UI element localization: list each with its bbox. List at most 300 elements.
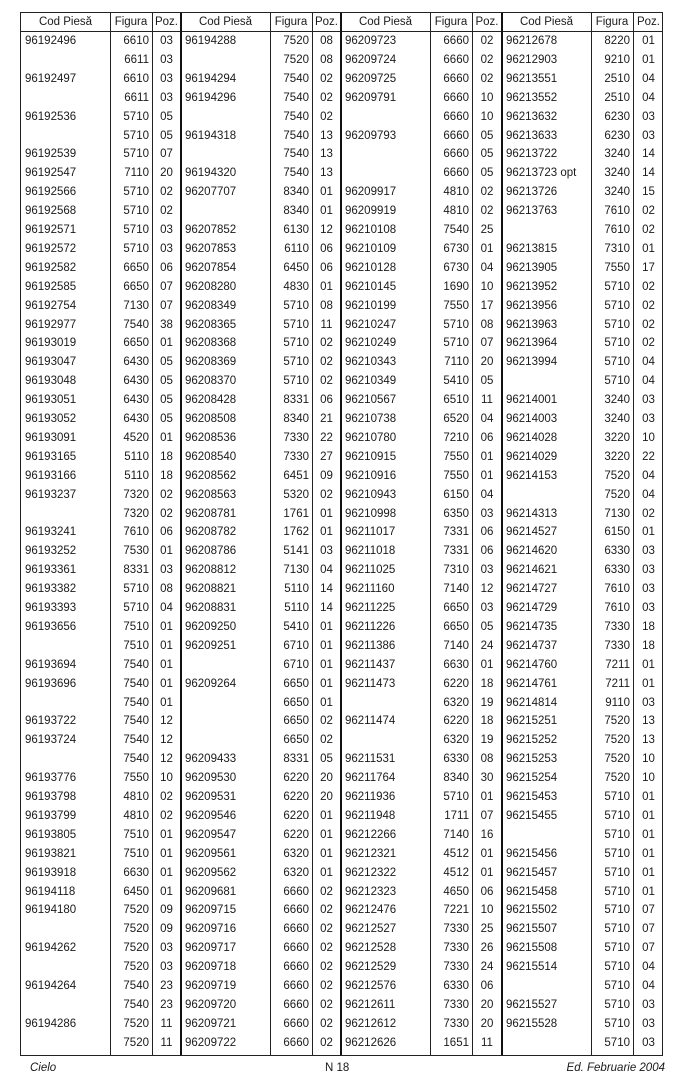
part-code: 96215514 — [506, 961, 558, 974]
position-number: 12 — [320, 224, 333, 236]
position-number: 01 — [642, 847, 655, 860]
header-code: Cod Piesă — [519, 16, 574, 28]
figure-number: 7331 — [443, 526, 469, 539]
position-number: 10 — [480, 91, 494, 104]
figure-number: 1690 — [443, 280, 469, 293]
part-code: 96192496 — [25, 35, 77, 47]
header-position: Poz. — [314, 16, 338, 28]
figure-number: 8340 — [283, 205, 309, 218]
position-number: 10 — [642, 772, 655, 785]
position-number: 10 — [480, 110, 494, 123]
part-code: 96208563 — [185, 488, 237, 501]
figure-number: 6220 — [443, 715, 469, 728]
figure-number: 7540 — [123, 677, 149, 690]
position-number: 05 — [480, 167, 494, 180]
part-code: 96210349 — [345, 375, 397, 388]
figure-number: 7520 — [604, 734, 630, 747]
position-number: 01 — [480, 469, 494, 482]
figure-number: 7610 — [604, 224, 630, 236]
header-position: Poz. — [154, 16, 178, 28]
part-code: 96208786 — [185, 545, 237, 558]
position-number: 02 — [480, 35, 494, 47]
part-code: 96208821 — [185, 583, 237, 596]
part-code — [341, 108, 430, 126]
part-code: 96212527 — [345, 923, 397, 936]
position-number: 03 — [160, 72, 173, 85]
figure-number: 5710 — [604, 356, 630, 369]
figure-number: 5710 — [604, 299, 630, 312]
part-code: 96192572 — [25, 242, 77, 255]
part-code: 96193393 — [25, 602, 77, 614]
position-number: 03 — [160, 35, 173, 47]
part-code — [181, 731, 270, 749]
figure-number: 6110 — [284, 242, 309, 255]
position-number: 01 — [642, 885, 655, 898]
part-code: 96192582 — [25, 261, 77, 274]
position-number: 06 — [320, 394, 333, 407]
part-code: 96214001 — [506, 394, 558, 407]
part-code: 96193799 — [25, 809, 77, 822]
figure-number: 6660 — [283, 961, 309, 974]
position-number: 16 — [480, 828, 494, 841]
position-number: 26 — [480, 942, 494, 955]
figure-number: 7550 — [604, 261, 630, 274]
part-code: 96211474 — [345, 715, 396, 728]
figure-number: 7110 — [124, 167, 149, 180]
position-number: 30 — [480, 772, 494, 785]
part-code: 96207707 — [185, 186, 237, 199]
position-number: 11 — [481, 394, 493, 407]
position-number: 01 — [320, 866, 333, 879]
figure-number: 4810 — [443, 186, 469, 199]
header-figure: Figura — [434, 16, 468, 28]
position-number: 02 — [642, 318, 655, 331]
part-code: 96214737 — [506, 639, 558, 652]
position-number: 12 — [160, 753, 173, 766]
part-code: 96211936 — [345, 791, 396, 803]
position-number: 01 — [160, 828, 173, 841]
position-number: 20 — [480, 998, 494, 1011]
figure-number: 7130 — [283, 564, 309, 577]
figure-number: 5110 — [124, 450, 149, 463]
part-code: 96209715 — [185, 904, 237, 917]
part-code: 96210108 — [345, 224, 397, 236]
position-number: 03 — [160, 961, 173, 974]
part-code: 96209562 — [185, 866, 237, 879]
figure-number: 5710 — [604, 885, 630, 898]
part-code: 96213723 opt — [506, 167, 577, 180]
position-number: 01 — [320, 186, 333, 199]
part-code: 96213763 — [506, 205, 558, 218]
position-number: 14 — [320, 602, 333, 614]
position-number: 02 — [320, 942, 333, 955]
position-number: 02 — [320, 980, 333, 992]
position-number: 10 — [642, 431, 655, 444]
part-code: 96215456 — [506, 847, 558, 860]
figure-number: 5710 — [604, 904, 630, 917]
position-number: 03 — [642, 998, 655, 1011]
part-code — [181, 712, 270, 730]
position-number: 13 — [320, 148, 333, 161]
figure-number: 9210 — [604, 53, 630, 66]
page-number: N 18 — [325, 1062, 350, 1074]
position-number: 03 — [642, 583, 655, 596]
position-number: 10 — [160, 772, 173, 785]
figure-number: 9110 — [605, 696, 630, 709]
figure-number: 7540 — [283, 148, 309, 161]
figure-number: 5710 — [443, 337, 469, 350]
position-number: 17 — [480, 299, 494, 312]
position-number: 19 — [480, 734, 494, 747]
part-code: 96211226 — [345, 620, 396, 633]
figure-number: 6660 — [283, 1017, 309, 1030]
part-code: 96209724 — [345, 53, 397, 66]
position-number: 20 — [480, 356, 494, 369]
position-number: 08 — [320, 299, 333, 312]
part-code: 96210128 — [345, 261, 397, 274]
position-number: 03 — [642, 696, 655, 709]
figure-number: 5710 — [604, 280, 630, 293]
figure-number: 4512 — [443, 866, 469, 879]
position-number: 04 — [642, 961, 655, 974]
position-number: 01 — [480, 847, 494, 860]
position-number: 08 — [480, 753, 494, 766]
header-code: Cod Piesă — [198, 16, 253, 28]
part-code: 96209251 — [185, 639, 237, 652]
figure-number: 6660 — [283, 998, 309, 1011]
position-number: 01 — [480, 866, 494, 879]
position-number: 04 — [160, 602, 173, 614]
figure-number: 5710 — [604, 961, 630, 974]
part-code: 96214527 — [506, 526, 558, 539]
figure-number: 7530 — [123, 545, 149, 558]
part-code: 96209718 — [185, 961, 237, 974]
position-number: 04 — [642, 72, 655, 85]
figure-number: 7540 — [123, 658, 149, 671]
position-number: 09 — [160, 904, 173, 917]
figure-number: 1762 — [283, 526, 309, 539]
figure-number: 5110 — [284, 583, 309, 596]
position-number: 01 — [480, 450, 494, 463]
position-number: 01 — [320, 809, 333, 822]
figure-number: 5710 — [604, 942, 630, 955]
figure-number: 6610 — [123, 72, 149, 85]
part-code: 96213726 — [506, 186, 558, 199]
position-number: 07 — [642, 904, 655, 917]
figure-number: 8340 — [283, 413, 309, 425]
position-number: 02 — [320, 715, 333, 728]
position-number: 04 — [642, 488, 655, 501]
position-number: 03 — [480, 602, 494, 614]
position-number: 04 — [480, 488, 494, 501]
figure-number: 6660 — [443, 148, 469, 161]
part-code: 96194318 — [185, 129, 237, 142]
position-number: 11 — [160, 1017, 173, 1030]
part-code: 96193019 — [25, 337, 77, 350]
part-code: 96214621 — [506, 564, 558, 577]
position-number: 11 — [320, 318, 333, 331]
position-number: 01 — [642, 809, 655, 822]
part-code: 96209561 — [185, 847, 237, 860]
figure-number: 6650 — [443, 602, 469, 614]
position-number: 02 — [320, 904, 333, 917]
position-number: 04 — [480, 261, 494, 274]
position-number: 08 — [160, 583, 173, 596]
part-code: 96214814 — [506, 696, 558, 709]
figure-number: 7540 — [283, 91, 309, 104]
part-code — [502, 486, 591, 504]
figure-number: 7320 — [123, 507, 149, 520]
figure-number: 6130 — [283, 224, 309, 236]
figure-number: 6650 — [283, 715, 309, 728]
figure-number: 7130 — [604, 507, 630, 520]
position-number: 18 — [480, 677, 494, 690]
part-code: 96210343 — [345, 356, 397, 369]
part-code — [181, 51, 270, 69]
part-code: 96193696 — [25, 677, 77, 690]
part-code — [341, 694, 430, 712]
part-code: 96209681 — [185, 885, 237, 898]
part-code: 96214729 — [506, 602, 558, 614]
figure-number: 7520 — [123, 961, 149, 974]
part-code: 96193237 — [25, 488, 77, 501]
part-code: 96208508 — [185, 413, 237, 425]
part-code: 96215502 — [506, 904, 558, 917]
position-number: 24 — [480, 639, 494, 652]
figure-number: 7540 — [123, 998, 149, 1011]
figure-number: 7140 — [443, 828, 469, 841]
position-number: 01 — [320, 620, 333, 633]
figure-number: 5710 — [123, 186, 149, 199]
part-code: 96193166 — [25, 469, 77, 482]
figure-number: 5710 — [604, 847, 630, 860]
figure-number: 6220 — [283, 828, 309, 841]
part-code: 96209546 — [185, 809, 237, 822]
part-code: 96214029 — [506, 450, 558, 463]
part-code: 96214761 — [506, 677, 558, 690]
part-code: 96212576 — [345, 980, 397, 992]
part-code: 96209264 — [185, 677, 237, 690]
position-number: 01 — [320, 639, 333, 652]
figure-number: 6430 — [123, 375, 149, 388]
part-code: 96209530 — [185, 772, 237, 785]
figure-number: 6430 — [123, 356, 149, 369]
position-number: 11 — [160, 1036, 173, 1049]
part-code: 96194296 — [185, 91, 237, 104]
position-number: 10 — [480, 280, 494, 293]
part-code: 96213815 — [506, 242, 558, 255]
position-number: 03 — [642, 1036, 655, 1049]
figure-number: 7540 — [123, 696, 149, 709]
position-number: 01 — [160, 337, 173, 350]
position-number: 22 — [320, 431, 333, 444]
figure-number: 7540 — [283, 129, 309, 142]
position-number: 01 — [642, 53, 655, 66]
figure-number: 7550 — [123, 772, 149, 785]
position-number: 05 — [160, 375, 173, 388]
figure-number: 7540 — [283, 167, 309, 180]
position-number: 08 — [480, 318, 494, 331]
figure-number: 7330 — [283, 450, 309, 463]
position-number: 03 — [642, 1017, 655, 1030]
position-number: 01 — [160, 431, 173, 444]
position-number: 01 — [642, 242, 655, 255]
figure-number: 6230 — [604, 129, 630, 142]
part-code: 96210998 — [345, 507, 397, 520]
part-code: 96210247 — [345, 318, 397, 331]
position-number: 04 — [320, 564, 333, 577]
position-number: 12 — [480, 583, 494, 596]
figure-number: 6610 — [123, 35, 149, 47]
figure-number: 6710 — [283, 639, 309, 652]
position-number: 01 — [642, 658, 655, 671]
figure-number: 7330 — [604, 639, 630, 652]
part-code: 96213964 — [506, 337, 558, 350]
part-code: 96208368 — [185, 337, 237, 350]
position-number: 20 — [320, 791, 333, 803]
position-number: 06 — [320, 242, 333, 255]
position-number: 18 — [642, 639, 655, 652]
figure-number: 7520 — [604, 488, 630, 501]
part-code — [502, 977, 591, 995]
position-number: 18 — [642, 620, 655, 633]
part-code: 96211764 — [345, 772, 396, 785]
part-code: 96194262 — [25, 942, 77, 955]
position-number: 07 — [480, 809, 494, 822]
part-code: 96211025 — [345, 564, 396, 577]
figure-number: 7331 — [443, 545, 469, 558]
part-code: 96193048 — [25, 375, 77, 388]
figure-number: 5710 — [604, 998, 630, 1011]
figure-number: 5320 — [283, 488, 309, 501]
part-code: 96208536 — [185, 431, 237, 444]
figure-number: 7510 — [123, 620, 149, 633]
position-number: 20 — [160, 167, 173, 180]
figure-number: 7540 — [283, 110, 309, 123]
position-number: 02 — [642, 507, 655, 520]
part-code: 96193805 — [25, 828, 77, 841]
position-number: 01 — [160, 885, 173, 898]
figure-number: 6320 — [443, 696, 469, 709]
figure-number: 6330 — [604, 564, 630, 577]
part-code: 96210780 — [345, 431, 397, 444]
figure-number: 6660 — [283, 923, 309, 936]
position-number: 02 — [642, 224, 655, 236]
position-number: 15 — [642, 186, 655, 199]
position-number: 12 — [160, 734, 173, 747]
figure-number: 6611 — [124, 91, 149, 104]
figure-number: 5710 — [604, 809, 630, 822]
figure-number: 6730 — [443, 261, 469, 274]
part-code: 96193051 — [25, 394, 77, 407]
position-number: 12 — [160, 715, 173, 728]
part-code: 96209919 — [345, 205, 397, 218]
part-code: 96215252 — [506, 734, 558, 747]
position-number: 05 — [480, 129, 494, 142]
part-code: 96210916 — [345, 469, 397, 482]
position-number: 01 — [642, 866, 655, 879]
part-code — [341, 731, 430, 749]
position-number: 03 — [160, 942, 173, 955]
part-code: 96208370 — [185, 375, 237, 388]
figure-number: 7540 — [123, 715, 149, 728]
part-code: 96213552 — [506, 91, 558, 104]
figure-number: 5710 — [123, 129, 149, 142]
figure-number: 6320 — [283, 847, 309, 860]
position-number: 02 — [160, 186, 173, 199]
position-number: 06 — [480, 526, 494, 539]
position-number: 19 — [480, 696, 494, 709]
position-number: 18 — [160, 469, 173, 482]
figure-number: 7211 — [605, 658, 630, 671]
figure-number: 1651 — [443, 1036, 469, 1049]
part-code: 96208369 — [185, 356, 237, 369]
part-code: 96211160 — [345, 583, 395, 596]
position-number: 01 — [320, 205, 333, 218]
position-number: 13 — [320, 129, 333, 142]
position-number: 11 — [481, 1036, 493, 1049]
part-code — [21, 51, 110, 69]
part-code: 96210109 — [345, 242, 397, 255]
part-code: 96213551 — [506, 72, 558, 85]
figure-number: 4810 — [123, 791, 149, 803]
figure-number: 6660 — [283, 1036, 309, 1049]
position-number: 05 — [160, 413, 173, 425]
figure-number: 6230 — [604, 110, 630, 123]
position-number: 06 — [480, 545, 494, 558]
part-code: 96210943 — [345, 488, 397, 501]
header-figure: Figura — [595, 16, 629, 28]
figure-number: 5710 — [604, 866, 630, 879]
position-number: 06 — [480, 980, 494, 992]
part-code: 96214760 — [506, 658, 558, 671]
figure-number: 7330 — [443, 998, 469, 1011]
position-number: 07 — [160, 299, 173, 312]
figure-number: 4830 — [283, 280, 309, 293]
position-number: 01 — [642, 828, 655, 841]
header-code: Cod Piesă — [38, 16, 93, 28]
figure-number: 6220 — [283, 809, 309, 822]
position-number: 02 — [320, 1017, 333, 1030]
figure-number: 7540 — [283, 72, 309, 85]
part-code: 96213633 — [506, 129, 558, 142]
figure-number: 3220 — [604, 431, 630, 444]
figure-number: 7330 — [283, 431, 309, 444]
position-number: 02 — [320, 488, 333, 501]
part-code — [21, 127, 110, 145]
position-number: 09 — [160, 923, 173, 936]
position-number: 02 — [642, 280, 655, 293]
part-code: 96193656 — [25, 620, 77, 633]
position-number: 03 — [642, 129, 655, 142]
footer-edition: Ed. Februarie 2004 — [566, 1062, 665, 1074]
part-code: 96208812 — [185, 564, 237, 577]
figure-number: 6320 — [443, 734, 469, 747]
position-number: 07 — [160, 280, 173, 293]
part-code: 96214727 — [506, 583, 558, 596]
part-code: 96209531 — [185, 791, 237, 803]
position-number: 02 — [480, 72, 494, 85]
part-code: 96211531 — [345, 753, 396, 766]
part-code: 96209793 — [345, 129, 397, 142]
position-number: 03 — [160, 564, 173, 577]
figure-number: 5710 — [123, 148, 149, 161]
part-code: 96215253 — [506, 753, 558, 766]
position-number: 01 — [320, 280, 333, 293]
position-number: 02 — [642, 337, 655, 350]
part-code: 96214313 — [506, 507, 558, 520]
figure-number: 5110 — [284, 602, 309, 614]
